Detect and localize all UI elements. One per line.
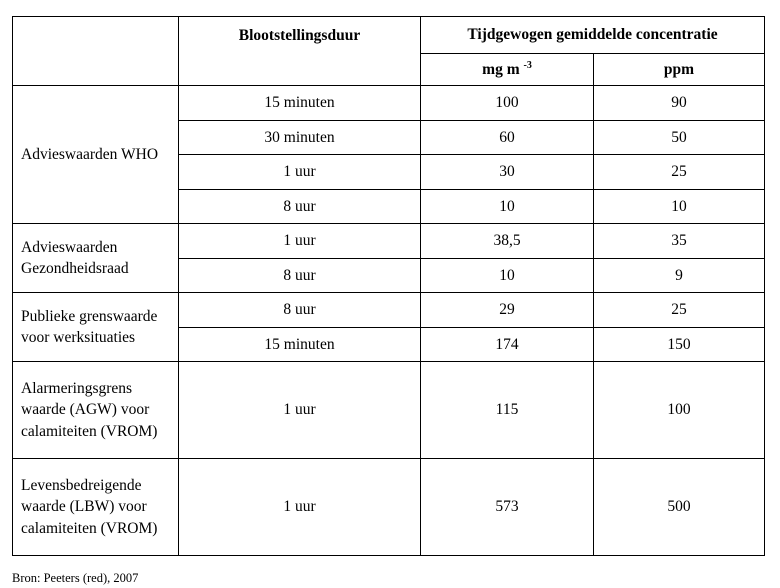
duration-cell: 8 uur <box>179 293 421 328</box>
table-row <box>13 224 765 259</box>
duration-cell: 30 minuten <box>179 121 421 155</box>
mg-cell: 38,5 <box>421 224 594 259</box>
mg-cell: 60 <box>421 121 594 155</box>
ppm-cell: 100 <box>594 362 765 459</box>
duration-cell: 15 minuten <box>179 86 421 121</box>
duration-cell: 1 uur <box>179 362 421 459</box>
ppm-cell: 500 <box>594 459 765 556</box>
ppm-cell: 25 <box>594 155 765 190</box>
exposure-table <box>12 16 765 556</box>
mg-cell: 30 <box>421 155 594 190</box>
mg-cell: 10 <box>421 190 594 224</box>
table-row <box>13 362 765 459</box>
mg-cell: 573 <box>421 459 594 556</box>
duration-cell: 8 uur <box>179 259 421 293</box>
group-label-agw: Alarmeringsgrens waarde (AGW) voor calamiteiten (VROM) <box>13 362 179 459</box>
mg-cell: 174 <box>421 328 594 362</box>
ppm-cell: 150 <box>594 328 765 362</box>
group-label-publieke-grenswaarde: Publieke grenswaarde voor werksituaties <box>13 293 179 362</box>
ppm-cell: 35 <box>594 224 765 259</box>
duration-cell: 8 uur <box>179 190 421 224</box>
table-row <box>13 86 765 121</box>
mg-cell: 115 <box>421 362 594 459</box>
duration-cell: 1 uur <box>179 224 421 259</box>
header-row <box>13 17 765 54</box>
source-note: Bron: Peeters (red), 2007 <box>12 571 139 585</box>
header-concentration: Tijdgewogen gemiddelde concentratie <box>421 17 765 54</box>
header-mg-unit: mg m $^{-3}$ <box>421 54 594 86</box>
header-ppm-unit: ppm <box>594 54 765 86</box>
header-mg-unit-exponent: -3 <box>523 59 532 71</box>
ppm-cell: 50 <box>594 121 765 155</box>
ppm-cell: 9 <box>594 259 765 293</box>
header-duration: Blootstellingsduur <box>179 17 421 86</box>
ppm-cell: 10 <box>594 190 765 224</box>
duration-cell: 1 uur <box>179 459 421 556</box>
group-label-gezondheidsraad: Advieswaarden Gezondheidsraad <box>13 224 179 293</box>
header-empty-cell <box>13 17 179 86</box>
group-label-who: Advieswaarden WHO <box>13 86 179 224</box>
ppm-cell: 90 <box>594 86 765 121</box>
duration-cell: 15 minuten <box>179 328 421 362</box>
ppm-cell: 25 <box>594 293 765 328</box>
table-row <box>13 459 765 556</box>
mg-cell: 100 <box>421 86 594 121</box>
mg-cell: 10 <box>421 259 594 293</box>
table-row <box>13 293 765 328</box>
group-label-lbw: Levensbedreigende waarde (LBW) voor calamiteiten (VROM) <box>13 459 179 556</box>
mg-cell: 29 <box>421 293 594 328</box>
duration-cell: 1 uur <box>179 155 421 190</box>
